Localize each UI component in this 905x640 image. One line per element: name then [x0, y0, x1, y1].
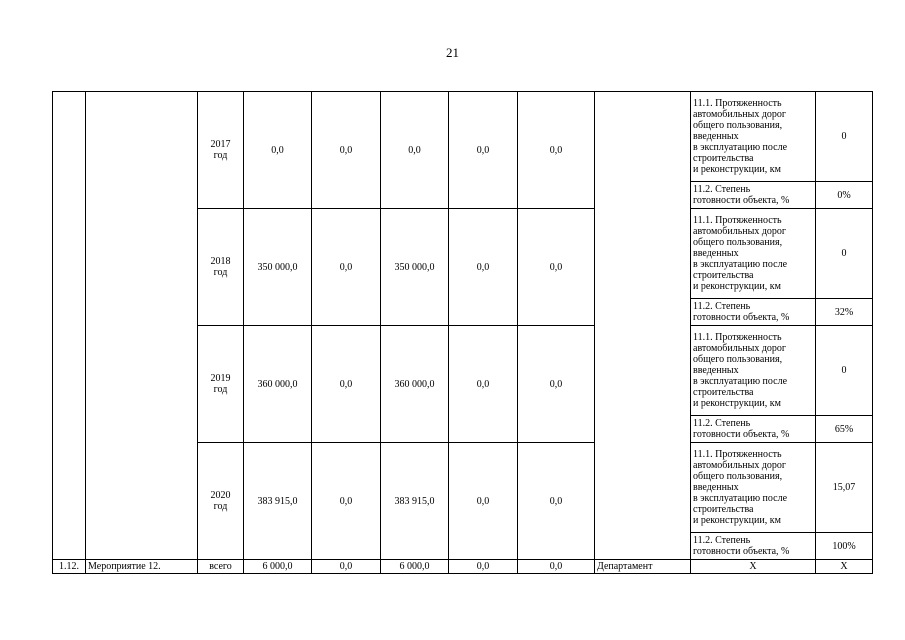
- regional-cell: 350 000,0: [381, 209, 449, 326]
- total-cell: 360 000,0: [244, 326, 312, 443]
- measure-name-cell: [86, 92, 198, 560]
- year-unit: год: [213, 384, 228, 395]
- indicator-line: автомобильных дорог: [693, 226, 787, 237]
- year-label: 2017: [210, 139, 231, 150]
- indicator-line: введенных: [693, 482, 739, 493]
- other-cell: 0,0: [518, 326, 595, 443]
- indicator-line: 11.2. Степень: [693, 184, 751, 195]
- other-cell: 0,0: [518, 560, 595, 574]
- table-row: [53, 92, 873, 182]
- year-cell: [198, 209, 244, 326]
- regional-cell: 360 000,0: [381, 326, 449, 443]
- table-row: [53, 560, 873, 574]
- indicator-line: общего пользования,: [693, 237, 783, 248]
- indicator-line: в эксплуатацию после: [693, 142, 788, 153]
- indicator-line: и реконструкции, км: [693, 281, 781, 292]
- indicator-11-1-cell: [691, 209, 816, 299]
- indicator-cell: X: [691, 560, 816, 574]
- indicator-11-2-value: 0%: [816, 182, 873, 209]
- indicator-11-2-value: 100%: [816, 533, 873, 560]
- indicator-11-1-value: 0: [816, 326, 873, 416]
- regional-cell: 6 000,0: [381, 560, 449, 574]
- indicator-line: и реконструкции, км: [693, 515, 781, 526]
- year-cell: [198, 326, 244, 443]
- indicator-line: 11.2. Степень: [693, 301, 751, 312]
- indicator-11-1-cell: [691, 92, 816, 182]
- indicator-line: строительства: [693, 270, 754, 281]
- indicator-value-cell: X: [816, 560, 873, 574]
- indicator-11-1-cell: [691, 326, 816, 416]
- indicator-11-2-value: 65%: [816, 416, 873, 443]
- indicator-11-2-cell: [691, 416, 816, 443]
- indicator-line: автомобильных дорог: [693, 460, 787, 471]
- total-cell: 383 915,0: [244, 443, 312, 560]
- indicator-line: 11.2. Степень: [693, 535, 751, 546]
- local-cell: 0,0: [449, 209, 518, 326]
- total-cell: 350 000,0: [244, 209, 312, 326]
- indicator-line: строительства: [693, 153, 754, 164]
- total-cell: 0,0: [244, 92, 312, 209]
- indicator-line: 11.2. Степень: [693, 418, 751, 429]
- indicator-line: готовности объекта, %: [693, 195, 790, 206]
- indicator-line: 11.1. Протяженность: [693, 332, 782, 343]
- indicator-line: автомобильных дорог: [693, 109, 787, 120]
- local-cell: 0,0: [449, 560, 518, 574]
- indicator-line: автомобильных дорог: [693, 343, 787, 354]
- year-unit: год: [213, 150, 228, 161]
- year-label: 2019: [210, 373, 231, 384]
- total-cell: 6 000,0: [244, 560, 312, 574]
- indicator-line: 11.1. Протяженность: [693, 449, 782, 460]
- indicator-line: в эксплуатацию после: [693, 493, 788, 504]
- indicator-line: строительства: [693, 387, 754, 398]
- measure-number-cell: 1.12.: [53, 560, 86, 574]
- indicator-11-2-cell: [691, 182, 816, 209]
- regional-cell: 0,0: [381, 92, 449, 209]
- federal-cell: 0,0: [312, 560, 381, 574]
- indicator-line: готовности объекта, %: [693, 312, 790, 323]
- indicator-line: 11.1. Протяженность: [693, 215, 782, 226]
- other-cell: 0,0: [518, 209, 595, 326]
- executor-cell: Департамент: [595, 560, 691, 574]
- regional-cell: 383 915,0: [381, 443, 449, 560]
- local-cell: 0,0: [449, 92, 518, 209]
- federal-cell: 0,0: [312, 443, 381, 560]
- indicator-line: готовности объекта, %: [693, 429, 790, 440]
- measure-number-cell: [53, 92, 86, 560]
- indicator-line: 11.1. Протяженность: [693, 98, 782, 109]
- indicator-line: строительства: [693, 504, 754, 515]
- budget-table: [52, 91, 873, 574]
- indicator-11-1-value: 0: [816, 209, 873, 299]
- indicator-line: введенных: [693, 131, 739, 142]
- indicator-11-1-cell: [691, 443, 816, 533]
- year-unit: год: [213, 501, 228, 512]
- indicator-line: и реконструкции, км: [693, 398, 781, 409]
- other-cell: 0,0: [518, 443, 595, 560]
- indicator-11-2-cell: [691, 299, 816, 326]
- local-cell: 0,0: [449, 443, 518, 560]
- page-number: 21: [446, 45, 459, 60]
- indicator-line: введенных: [693, 365, 739, 376]
- year-cell: [198, 443, 244, 560]
- measure-name-cell: Мероприятие 12.: [86, 560, 198, 574]
- year-cell: [198, 92, 244, 209]
- indicator-line: в эксплуатацию после: [693, 376, 788, 387]
- indicator-line: и реконструкции, км: [693, 164, 781, 175]
- indicator-line: общего пользования,: [693, 120, 783, 131]
- federal-cell: 0,0: [312, 92, 381, 209]
- indicator-11-2-cell: [691, 533, 816, 560]
- indicator-11-1-value: 15,07: [816, 443, 873, 533]
- indicator-11-1-value: 0: [816, 92, 873, 182]
- year-label: 2018: [210, 256, 231, 267]
- indicator-line: общего пользования,: [693, 354, 783, 365]
- indicator-line: готовности объекта, %: [693, 546, 790, 557]
- local-cell: 0,0: [449, 326, 518, 443]
- year-unit: год: [213, 267, 228, 278]
- executor-cell: [595, 92, 691, 560]
- federal-cell: 0,0: [312, 209, 381, 326]
- year-label: 2020: [210, 490, 231, 501]
- indicator-11-2-value: 32%: [816, 299, 873, 326]
- indicator-line: общего пользования,: [693, 471, 783, 482]
- period-cell: всего: [198, 560, 244, 574]
- other-cell: 0,0: [518, 92, 595, 209]
- indicator-line: в эксплуатацию после: [693, 259, 788, 270]
- indicator-line: введенных: [693, 248, 739, 259]
- federal-cell: 0,0: [312, 326, 381, 443]
